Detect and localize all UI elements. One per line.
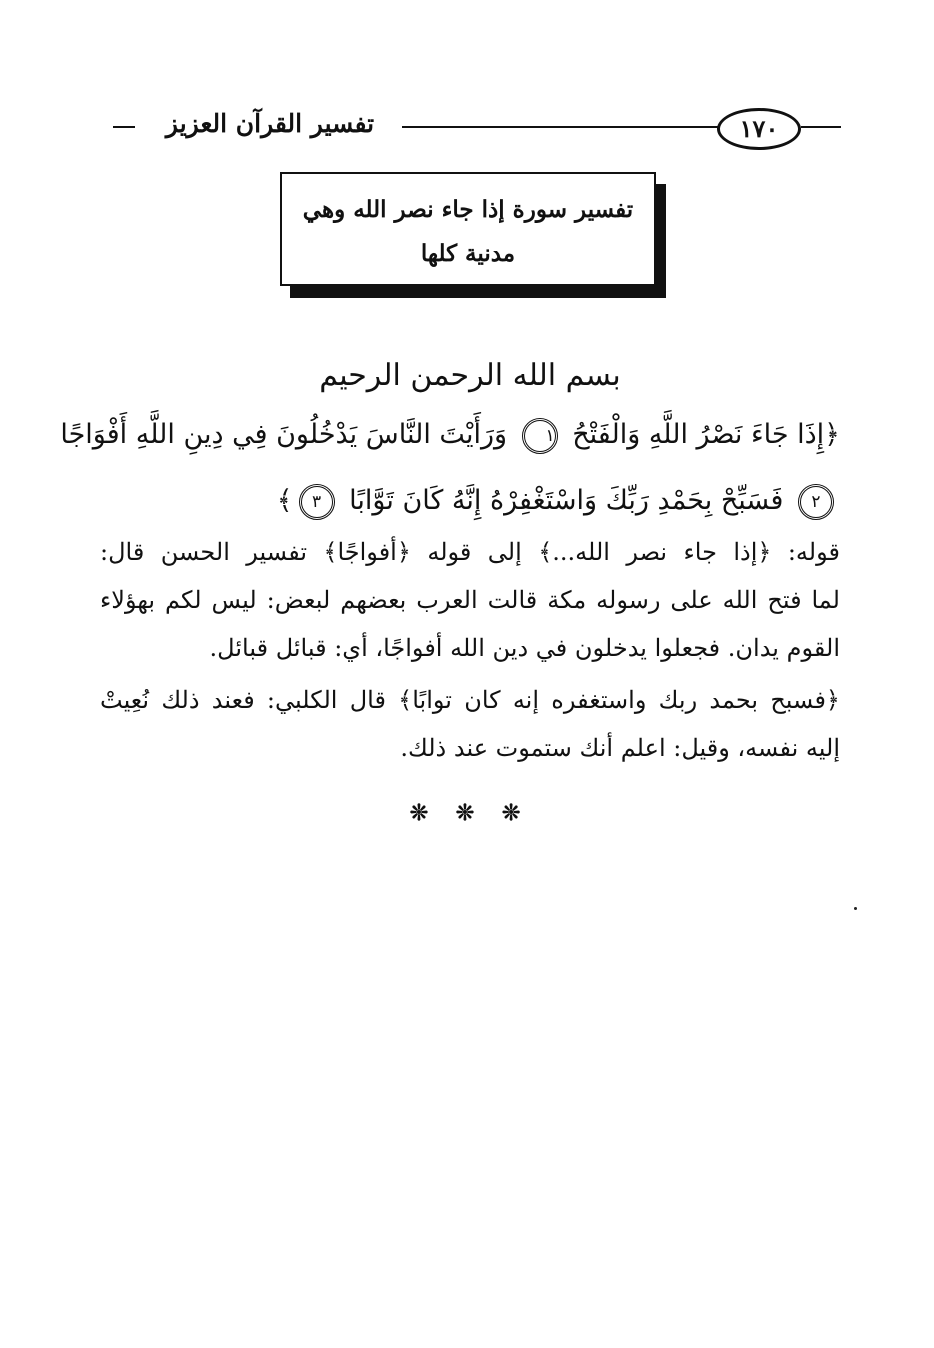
page-number: ١٧٠ [717,108,801,150]
commentary-line-5: إليه نفسه، وقيل: اعلم أنك ستموت عند ذلك. [400,734,840,762]
section-separator: ❊ ❊ ❊ [409,800,531,826]
header-rule-middle [402,126,720,128]
commentary-line-2: لما فتح الله على رسوله مكة قالت العرب بعضهم لبعض: ليس لكم بهؤلاء [100,586,840,614]
section-title-box [280,172,656,286]
verse-2-text: وَرَأَيْتَ النَّاسَ يَدْخُلُونَ فِي دِينِ اللَّهِ أَفْوَاجًا [60,419,508,450]
ayah-number-marker: ٢ [798,484,834,520]
commentary-line-1: قوله: ﴿إذا جاء نصر الله...﴾ إلى قوله ﴿أفواجًا﴾ تفسير الحسن قال: [100,538,840,566]
header-rule-right [801,126,841,128]
scan-speck [854,907,857,910]
commentary-line-3: القوم يدان. فجعلوا يدخلون في دين الله أفواجًا، أي: قبائل قبائل. [209,634,840,662]
header-rule-left [113,126,135,128]
commentary-line-4: ﴿فسبح بحمد ربك واستغفره إنه كان توابًا﴾ قال الكلبي: فعند ذلك نُعِيتْ [100,686,840,714]
running-title: تفسير القرآن العزيز [165,109,375,138]
verse-line-2 [100,478,840,524]
verse-line-1 [60,412,840,458]
section-title-line-2: مدنية كلها [420,240,516,267]
verse-3-text: فَسَبِّحْ بِحَمْدِ رَبِّكَ وَاسْتَغْفِرْهُ إِنَّهُ كَانَ تَوَّابًا [349,485,784,516]
ayah-number-marker: ٣ [299,484,335,520]
basmala: بسم الله الرحمن الرحيم [319,358,621,393]
section-title-line-1: تفسير سورة إذا جاء نصر الله وهي [302,196,634,223]
ayah-number-marker: ١ [522,418,558,454]
verse-closing-bracket: ﴾ [276,485,293,516]
verse-1-text: ﴿إِذَا جَاءَ نَصْرُ اللَّهِ وَالْفَتْحُ [572,419,840,450]
